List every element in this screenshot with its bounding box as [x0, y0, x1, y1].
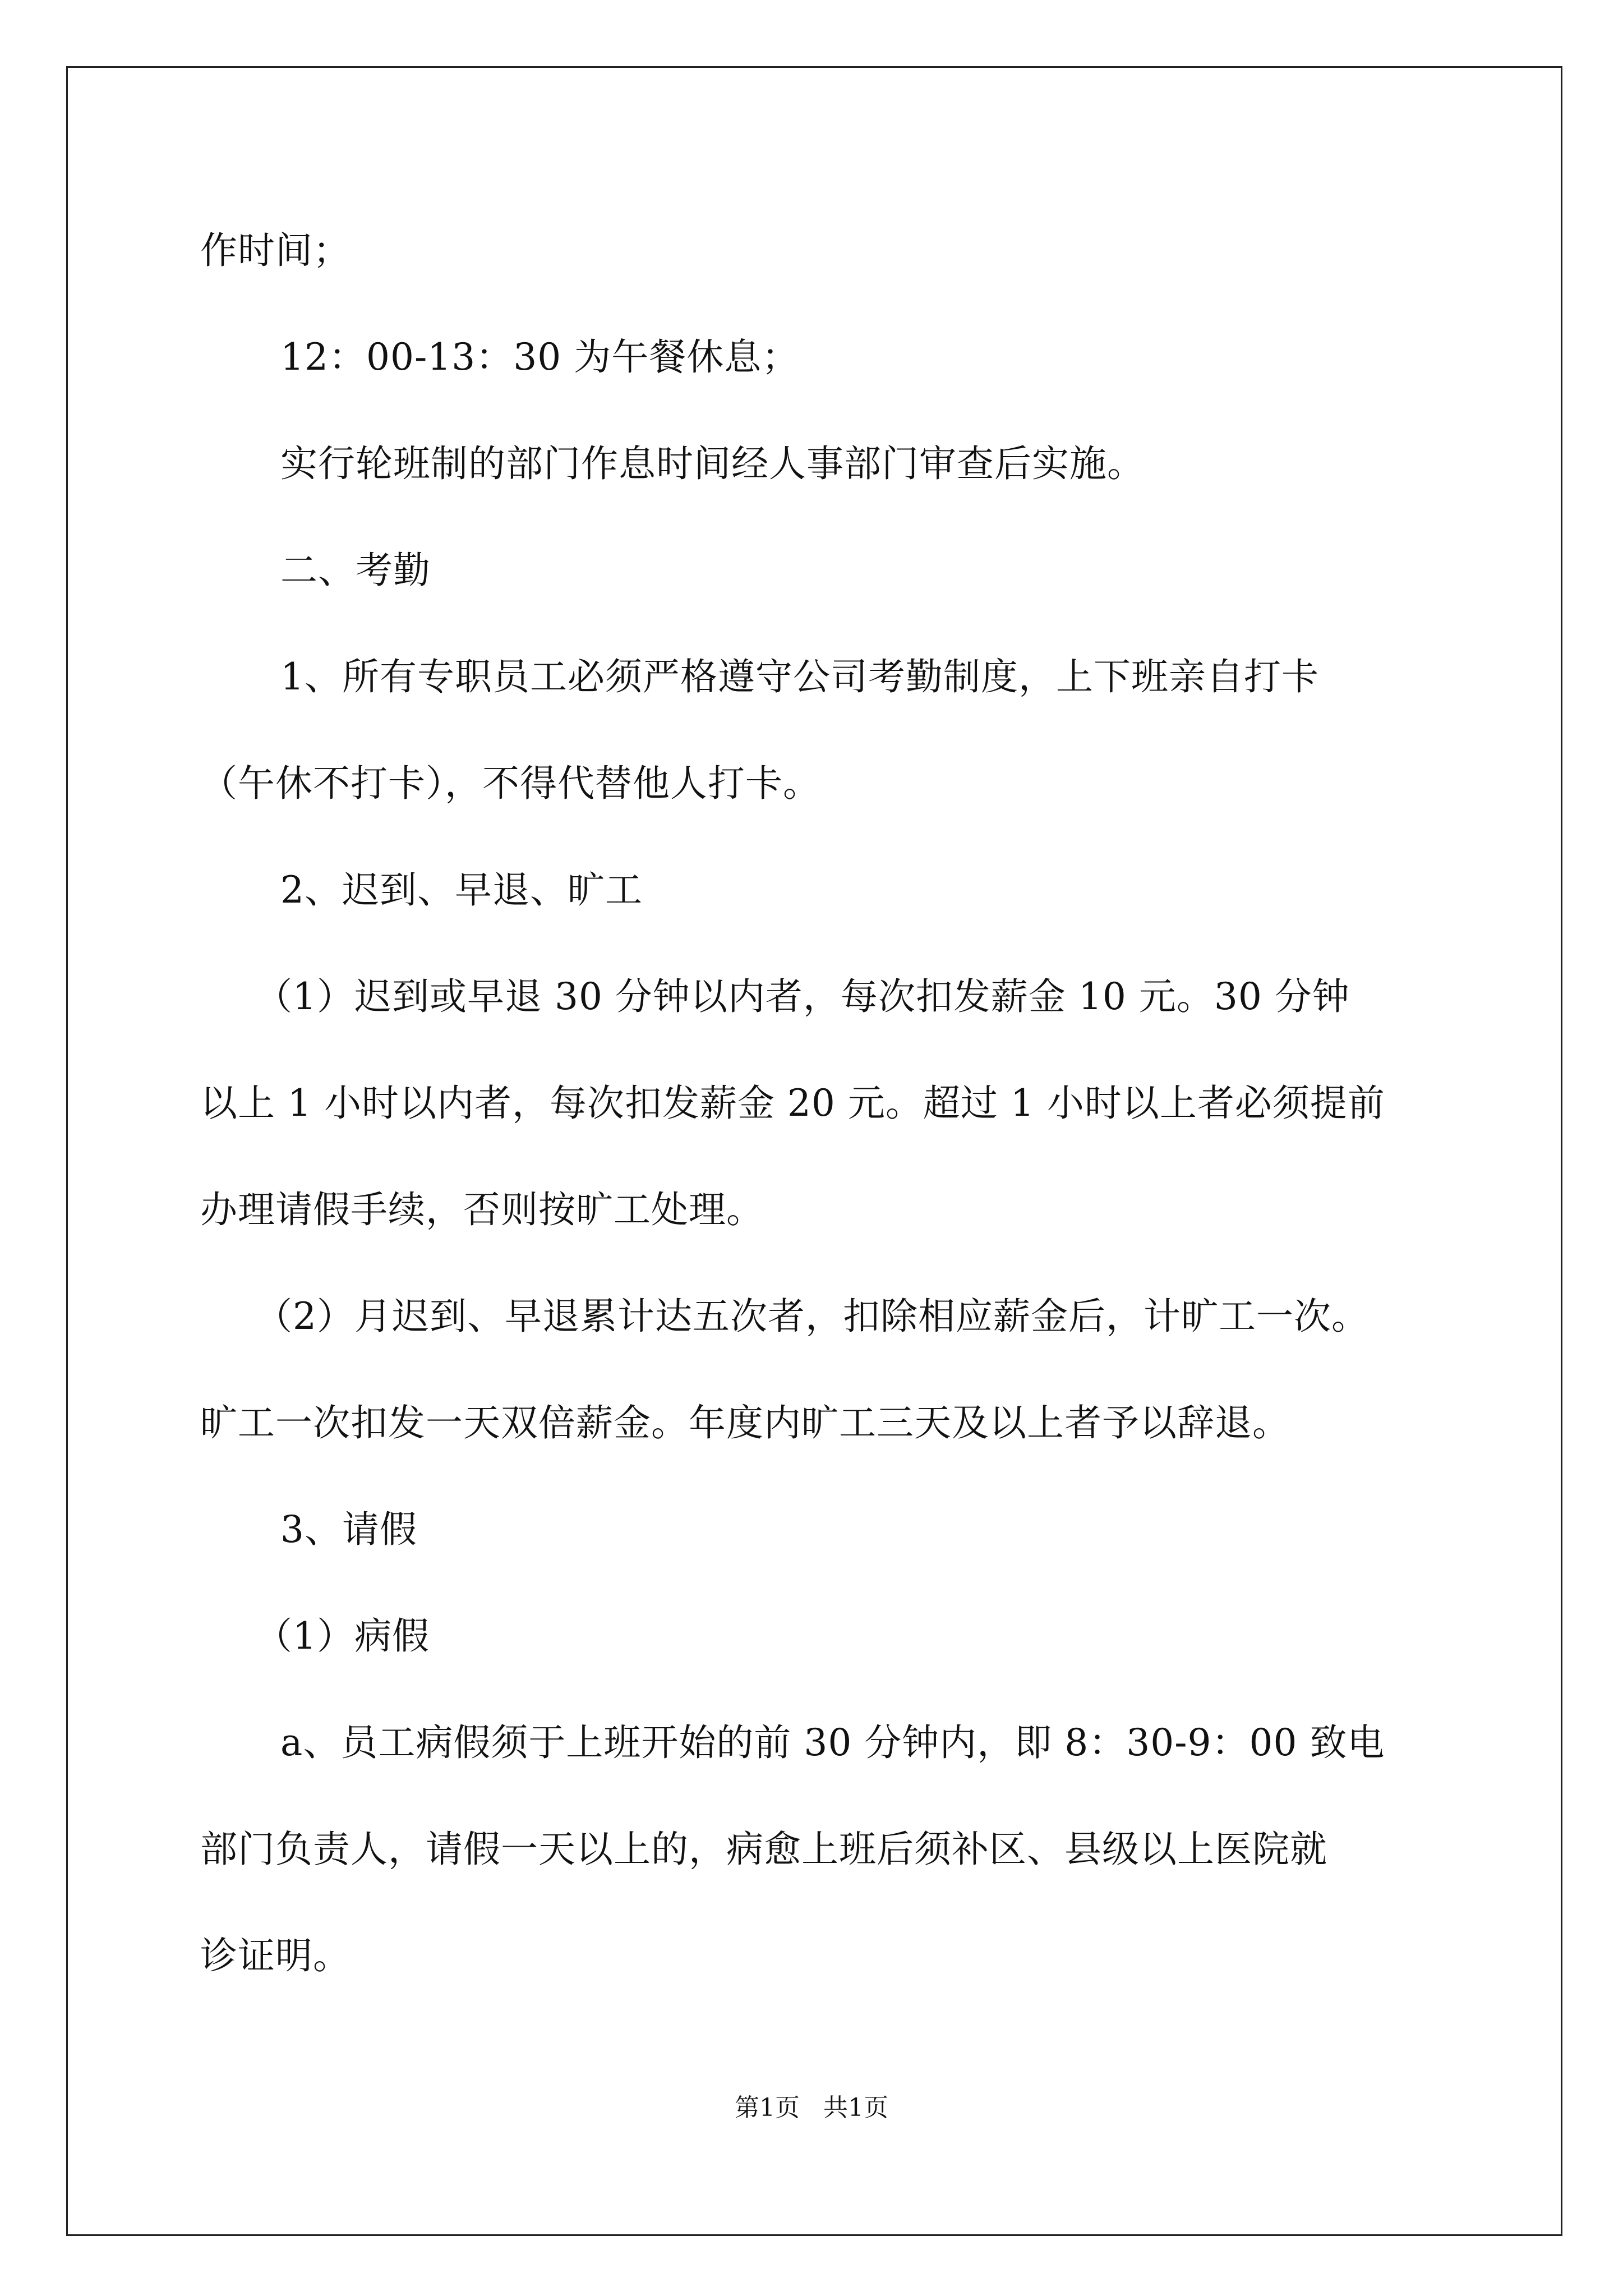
- text-line: 旷工一次扣发一天双倍薪金。年度内旷工三天及以上者予以辞退。: [200, 1401, 1290, 1444]
- page-number-footer: 第1页 共1页: [735, 2093, 888, 2122]
- subsection-heading: （1）病假: [255, 1614, 430, 1658]
- text-line: 办理请假手续，否则按旷工处理。: [200, 1188, 764, 1231]
- text-line: 诊证明。: [200, 1934, 351, 1977]
- text-line: 12：00-13：30 为午餐休息；: [280, 335, 800, 379]
- page-border: [66, 66, 1562, 2236]
- text-line: 实行轮班制的部门作息时间经人事部门审查后实施。: [280, 442, 1145, 485]
- text-line: （午休不打卡），不得代替他人打卡。: [200, 762, 820, 805]
- text-line: （2）月迟到、早退累计达五次者，扣除相应薪金后，计旷工一次。: [255, 1295, 1369, 1338]
- text-line: a、员工病假须于上班开始的前 30 分钟内，即 8：30-9：00 致电: [280, 1721, 1385, 1764]
- subsection-heading: 3、请假: [280, 1508, 417, 1551]
- text-line: 1、所有专职员工必须严格遵守公司考勤制度，上下班亲自打卡: [280, 655, 1319, 698]
- text-line: （1）迟到或早退 30 分钟以内者，每次扣发薪金 10 元。30 分钟: [255, 975, 1350, 1018]
- text-line: 部门负责人，请假一天以上的，病愈上班后须补区、县级以上医院就: [200, 1828, 1327, 1871]
- subsection-heading: 2、迟到、早退、旷工: [280, 868, 643, 912]
- section-heading: 二、考勤: [280, 549, 431, 592]
- text-line: 作时间；: [200, 229, 351, 272]
- text-line: 以上 1 小时以内者，每次扣发薪金 20 元。超过 1 小时以上者必须提前: [200, 1082, 1385, 1125]
